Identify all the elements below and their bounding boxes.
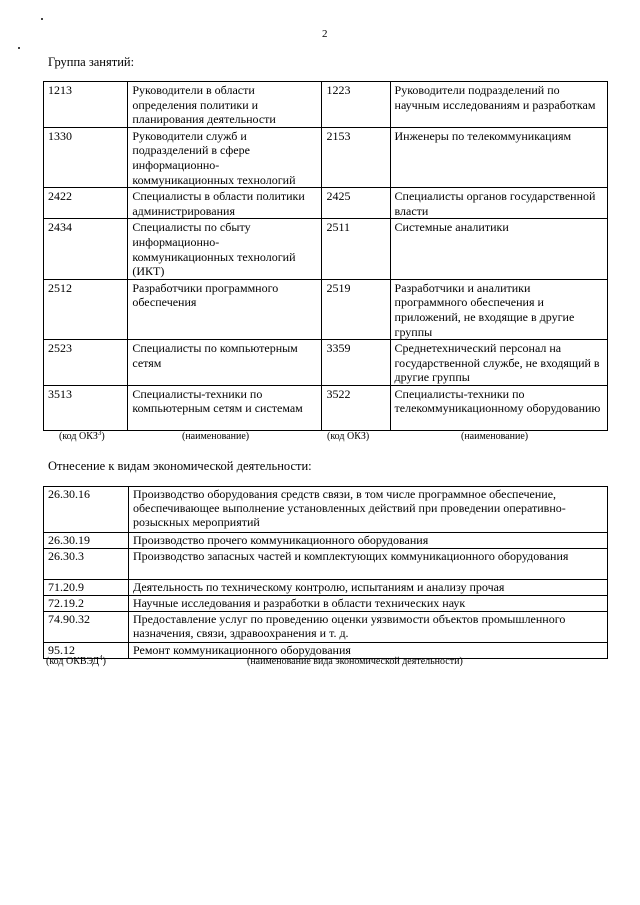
table-row [44, 549, 608, 580]
activity-name-cell: Научные исследования и разработки в области технических наук [129, 596, 608, 612]
okved-code-cell: 72.19.2 [44, 596, 129, 612]
okz-code-caption-2: (код ОКЗ) [327, 431, 370, 442]
occupation-name-cell: Разработчики программного обеспечения [128, 279, 322, 339]
footnote-ref: 3 [97, 429, 102, 437]
okved-code-cell: 71.20.9 [44, 580, 129, 596]
okz-code-cell: 1213 [44, 82, 128, 128]
okved-code-caption: (код ОКВЭД$^4$) [46, 654, 106, 667]
okz-code-cell: 3359 [322, 340, 390, 386]
table-row [44, 487, 608, 533]
occupation-name-cell: Руководители подразделений по научным исследованиям и разработкам [390, 82, 607, 128]
okz-code-cell: 3513 [44, 385, 128, 430]
okz-code-cell: 1223 [322, 82, 390, 128]
okved-code-caption-text: (код ОКВЭД [46, 656, 100, 667]
activity-name-cell: Производство оборудования средств связи, в том числе программное обеспечение, обеспечивающее выполнение установленных действий при проведении оперативно-розыскных мероприятий [129, 487, 608, 533]
okz-code-cell: 3522 [322, 385, 390, 430]
okz-name-caption: (наименование) [182, 431, 250, 442]
table-row [44, 219, 608, 279]
okved-code-cell: 74.90.32 [44, 612, 129, 643]
table-row [44, 82, 608, 128]
okved-code-cell: 95.12 [44, 643, 129, 659]
okved-code-cell: 26.30.3 [44, 549, 129, 580]
table-row [44, 580, 608, 596]
okz-code-cell: 2422 [44, 188, 128, 219]
occupation-name-cell: Специалисты по компьютерным сетям [128, 340, 322, 386]
okz-code-cell: 2519 [322, 279, 390, 339]
occupation-name-cell: Системные аналитики [390, 219, 607, 279]
okz-code-cell: 2153 [322, 127, 390, 187]
occupations-table [43, 81, 608, 431]
economic-heading: Отнесение к видам экономической деятельности: [48, 459, 312, 473]
occupation-name-cell: Специалисты-техники по телекоммуникационному оборудованию [390, 385, 607, 430]
occupation-name-cell: Специалисты в области политики администрирования [128, 188, 322, 219]
okved-name-caption: (наименование вида экономической деятельности) [247, 656, 463, 667]
okz-code-cell: 2511 [322, 219, 390, 279]
okved-code-cell: 26.30.16 [44, 487, 129, 533]
activity-name-cell: Производство прочего коммуникационного оборудования [129, 533, 608, 549]
table-row [44, 188, 608, 219]
table-row [44, 340, 608, 386]
table-row [44, 127, 608, 187]
activity-name-cell: Предоставление услуг по проведению оценки уязвимости объектов промышленного назначения, связи, здравоохранения и т. д. [129, 612, 608, 643]
table-row [44, 612, 608, 643]
table-row [44, 596, 608, 612]
page-number: 2 [322, 28, 328, 40]
scan-speck [18, 47, 20, 49]
activity-name-cell: Производство запасных частей и комплектующих коммуникационного оборудования [129, 549, 608, 580]
okz-code-caption-text: (код ОКЗ [59, 431, 98, 442]
okz-code-cell: 2512 [44, 279, 128, 339]
occupations-heading: Группа занятий: [48, 55, 135, 69]
economic-activities-table [43, 486, 608, 659]
occupation-name-cell: Руководители служб и подразделений в сфере информационно-коммуникационных технологий [128, 127, 322, 187]
occupation-name-cell: Руководители в области определения политики и планирования деятельности [128, 82, 322, 128]
okz-code-cell: 2523 [44, 340, 128, 386]
okz-code-cell: 1330 [44, 127, 128, 187]
activity-name-cell: Деятельность по техническому контролю, испытаниям и анализу прочая [129, 580, 608, 596]
okz-name-caption-2: (наименование) [461, 431, 529, 442]
table-row [44, 385, 608, 430]
okz-code-caption: (код ОКЗ$^3$) [59, 429, 105, 442]
table-row [44, 279, 608, 339]
occupation-name-cell: Инженеры по телекоммуникациям [390, 127, 607, 187]
okved-code-cell: 26.30.19 [44, 533, 129, 549]
table-row [44, 533, 608, 549]
activity-name-cell: Ремонт коммуникационного оборудования [129, 643, 608, 659]
okz-code-cell: 2425 [322, 188, 390, 219]
occupation-name-cell: Специалисты органов государственной власти [390, 188, 607, 219]
occupation-name-cell: Разработчики и аналитики программного обеспечения и приложений, не входящие в другие группы [390, 279, 607, 339]
occupation-name-cell: Среднетехнический персонал на государственной службе, не входящий в другие группы [390, 340, 607, 386]
scan-speck [41, 18, 43, 20]
occupation-name-cell: Специалисты по сбыту информационно-коммуникационных технологий (ИКТ) [128, 219, 322, 279]
footnote-ref: 4 [99, 654, 103, 662]
okz-code-cell: 2434 [44, 219, 128, 279]
occupation-name-cell: Специалисты-техники по компьютерным сетям и системам [128, 385, 322, 430]
